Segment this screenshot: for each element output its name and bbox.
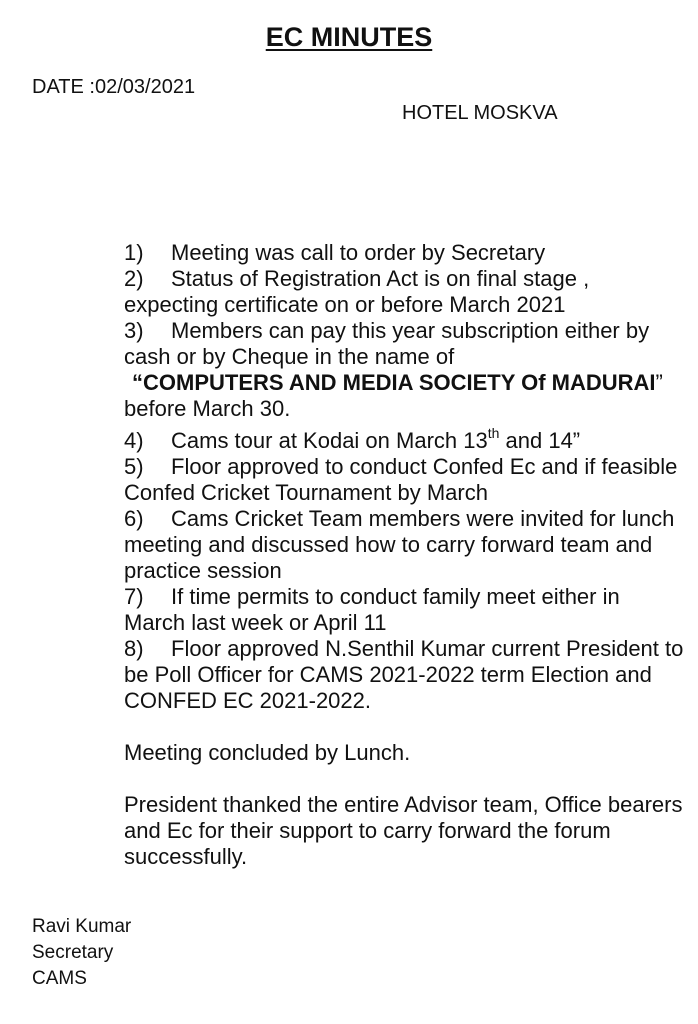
meeting-concluded: Meeting concluded by Lunch. (124, 740, 411, 765)
president-thanks: President thanked the entire Advisor team, Office bearers and Ec for their support to carry forward the forum successfully. (124, 792, 683, 869)
minutes-item-1 (124, 240, 684, 266)
item-number: 3) (124, 318, 144, 343)
item-number: 7) (124, 584, 144, 609)
item-number: 4) (124, 428, 144, 453)
item-text: Meeting was call to order by Secretary (171, 240, 546, 265)
item-number: 1) (124, 240, 144, 265)
minutes-item-7 (124, 584, 684, 636)
minutes-item-5 (124, 454, 690, 506)
item-text: Floor approved to conduct Confed Ec and if feasible Confed Cricket Tournament by March (124, 454, 690, 505)
meeting-venue: HOTEL MOSKVA (402, 102, 558, 124)
item-text: Members can pay this year subscription either by cash or by Cheque in the name of (124, 318, 650, 369)
item-text: Status of Registration Act is on final stage , expecting certificate on or before March 2021 (124, 266, 590, 317)
signature-block (32, 914, 131, 992)
item-text: Cams tour at Kodai on March 13 (171, 428, 488, 453)
item-text: If time permits to conduct family meet either in March last week or April 11 (124, 584, 620, 635)
meeting-date: DATE :02/03/2021 (32, 76, 196, 98)
minutes-item-6 (124, 506, 684, 584)
society-name: “COMPUTERS AND MEDIA SOCIETY Of MADURAI (132, 370, 656, 395)
item-number: 2) (124, 266, 144, 291)
minutes-item-3 (124, 318, 684, 422)
item-text-tail: ” before March 30. (124, 370, 663, 421)
item-number: 5) (124, 454, 144, 479)
item-text-tail: and 14” (499, 428, 581, 453)
ordinal-suffix: th (487, 424, 500, 441)
item-text: Cams Cricket Team members were invited for lunch meeting and discussed how to carry forward team and practice session (124, 506, 675, 583)
document-title: EC MINUTES (265, 22, 433, 52)
minutes-item-2 (124, 266, 684, 318)
item-number: 6) (124, 506, 144, 531)
minutes-item-4 (124, 424, 684, 454)
item-text: Floor approved N.Senthil Kumar current President to be Poll Officer for CAMS 2021-2022 term Election and CONFED EC 2021-2022. (124, 636, 684, 713)
item-number: 8) (124, 636, 144, 661)
signatory-role: Secretary (32, 942, 114, 963)
minutes-item-8 (124, 636, 684, 714)
signatory-name: Ravi Kumar (32, 916, 132, 937)
signatory-org: CAMS (32, 968, 87, 989)
minutes-body (124, 240, 690, 870)
